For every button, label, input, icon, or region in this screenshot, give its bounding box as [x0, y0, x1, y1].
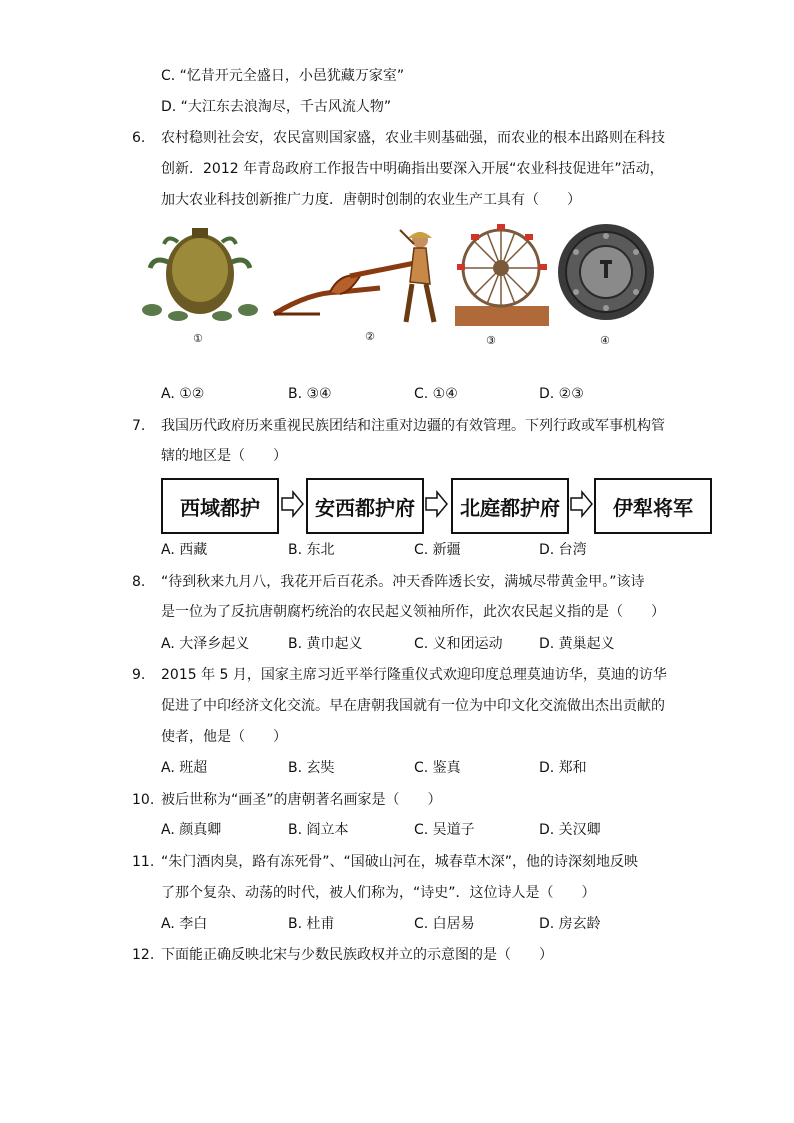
q6-stem-line-3: 加大农业科技创新推广力度．唐朝时创制的农业生产工具有（ ） [161, 192, 581, 208]
image-caption-2: ② [365, 330, 375, 343]
q6-option-a: A. ①② [161, 386, 205, 402]
flow-box-1: 西域都护 [161, 478, 279, 534]
q11-number: 11. [132, 854, 155, 870]
q11-option-a: A. 李白 [161, 916, 208, 932]
q12-number: 12. [132, 947, 155, 963]
q6-stem-line-2: 创新．2012 年青岛政府工作报告中明确指出要深入开展“农业科技促进年”活动， [161, 161, 664, 177]
q6-option-b: B. ③④ [288, 386, 332, 402]
arrow-right-icon [570, 490, 594, 518]
plow-icon [270, 222, 450, 326]
q9-option-d: D. 郑和 [539, 760, 587, 776]
q7-option-c: C. 新疆 [414, 542, 461, 558]
arrow-right-icon [281, 490, 305, 518]
q9-stem-line-2: 促进了中印经济文化交流。早在唐朝我国就有一位为中印文化交流做出杰出贡献的 [161, 698, 665, 714]
flow-box-2: 安西都护府 [306, 478, 424, 534]
q8-option-b: B. 黄巾起义 [288, 636, 363, 652]
q7-stem-line-2: 辖的地区是（ ） [161, 448, 287, 464]
q11-stem-line-2: 了那个复杂、动荡的时代，被人们称为，“诗史”．这位诗人是（ ） [161, 885, 596, 901]
q6-option-d: D. ②③ [539, 386, 584, 402]
q8-option-d: D. 黄巢起义 [539, 636, 615, 652]
q10-stem-line-1: 被后世称为“画圣”的唐朝著名画家是（ ） [161, 792, 442, 808]
q7-stem-line-1: 我国历代政府历来重视民族团结和注重对边疆的有效管理。下列行政或军事机构管 [161, 418, 665, 434]
q9-option-b: B. 玄奘 [288, 760, 335, 776]
q8-option-c: C. 义和团运动 [414, 636, 503, 652]
q9-stem-line-1: 2015 年 5 月，国家主席习近平举行隆重仪式欢迎印度总理莫迪访华，莫迪的访华 [161, 667, 667, 683]
flow-box-3: 北庭都护府 [451, 478, 569, 534]
q9-option-c: C. 鉴真 [414, 760, 461, 776]
image-caption-4: ④ [600, 334, 610, 347]
q10-option-c: C. 吴道子 [414, 822, 475, 838]
image-caption-1: ① [193, 332, 203, 345]
q9-stem-line-3: 使者，他是（ ） [161, 729, 287, 745]
q7-option-a: A. 西藏 [161, 542, 208, 558]
q11-stem-line-1: “朱门酒肉臭，路有冻死骨”、“国破山河在，城春草木深”，他的诗深刻地反映 [161, 854, 639, 870]
q8-number: 8. [132, 574, 146, 590]
q5-option-c: C. “忆昔开元全盛日，小邑犹藏万家室” [161, 68, 405, 84]
q9-number: 9. [132, 667, 146, 683]
q11-option-d: D. 房玄龄 [539, 916, 601, 932]
q6-number: 6. [132, 130, 146, 146]
q12-stem-line-1: 下面能正确反映北宋与少数民族政权并立的示意图的是（ ） [161, 947, 553, 963]
q7-option-b: B. 东北 [288, 542, 335, 558]
q10-option-d: D. 关汉卿 [539, 822, 601, 838]
q7-option-d: D. 台湾 [539, 542, 587, 558]
image-caption-3: ③ [486, 334, 496, 347]
q9-option-a: A. 班超 [161, 760, 208, 776]
q10-option-b: B. 阎立本 [288, 822, 349, 838]
seismograph-icon [138, 222, 262, 322]
water-wheel-icon [455, 222, 549, 326]
q7-number: 7. [132, 418, 146, 434]
q8-option-a: A. 大泽乡起义 [161, 636, 250, 652]
q11-option-b: B. 杜甫 [288, 916, 335, 932]
q8-stem-line-2: 是一位为了反抗唐朝腐朽统治的农民起义领袖所作，此次农民起义指的是（ ） [161, 604, 665, 620]
q10-number: 10. [132, 792, 155, 808]
q5-option-d: D. “大江东去浪淘尽，千古风流人物” [161, 99, 392, 115]
q6-option-c: C. ①④ [414, 386, 458, 402]
q8-stem-line-1: “待到秋来九月八，我花开后百花杀。冲天香阵透长安，满城尽带黄金甲。”该诗 [161, 574, 645, 590]
ancient-coin-icon [556, 222, 656, 322]
q11-option-c: C. 白居易 [414, 916, 475, 932]
arrow-right-icon [425, 490, 449, 518]
flow-box-4: 伊犁将军 [594, 478, 712, 534]
q6-stem-line-1: 农村稳则社会安，农民富则国家盛，农业丰则基础强，而农业的根本出路则在科技 [161, 130, 665, 146]
q10-option-a: A. 颜真卿 [161, 822, 222, 838]
